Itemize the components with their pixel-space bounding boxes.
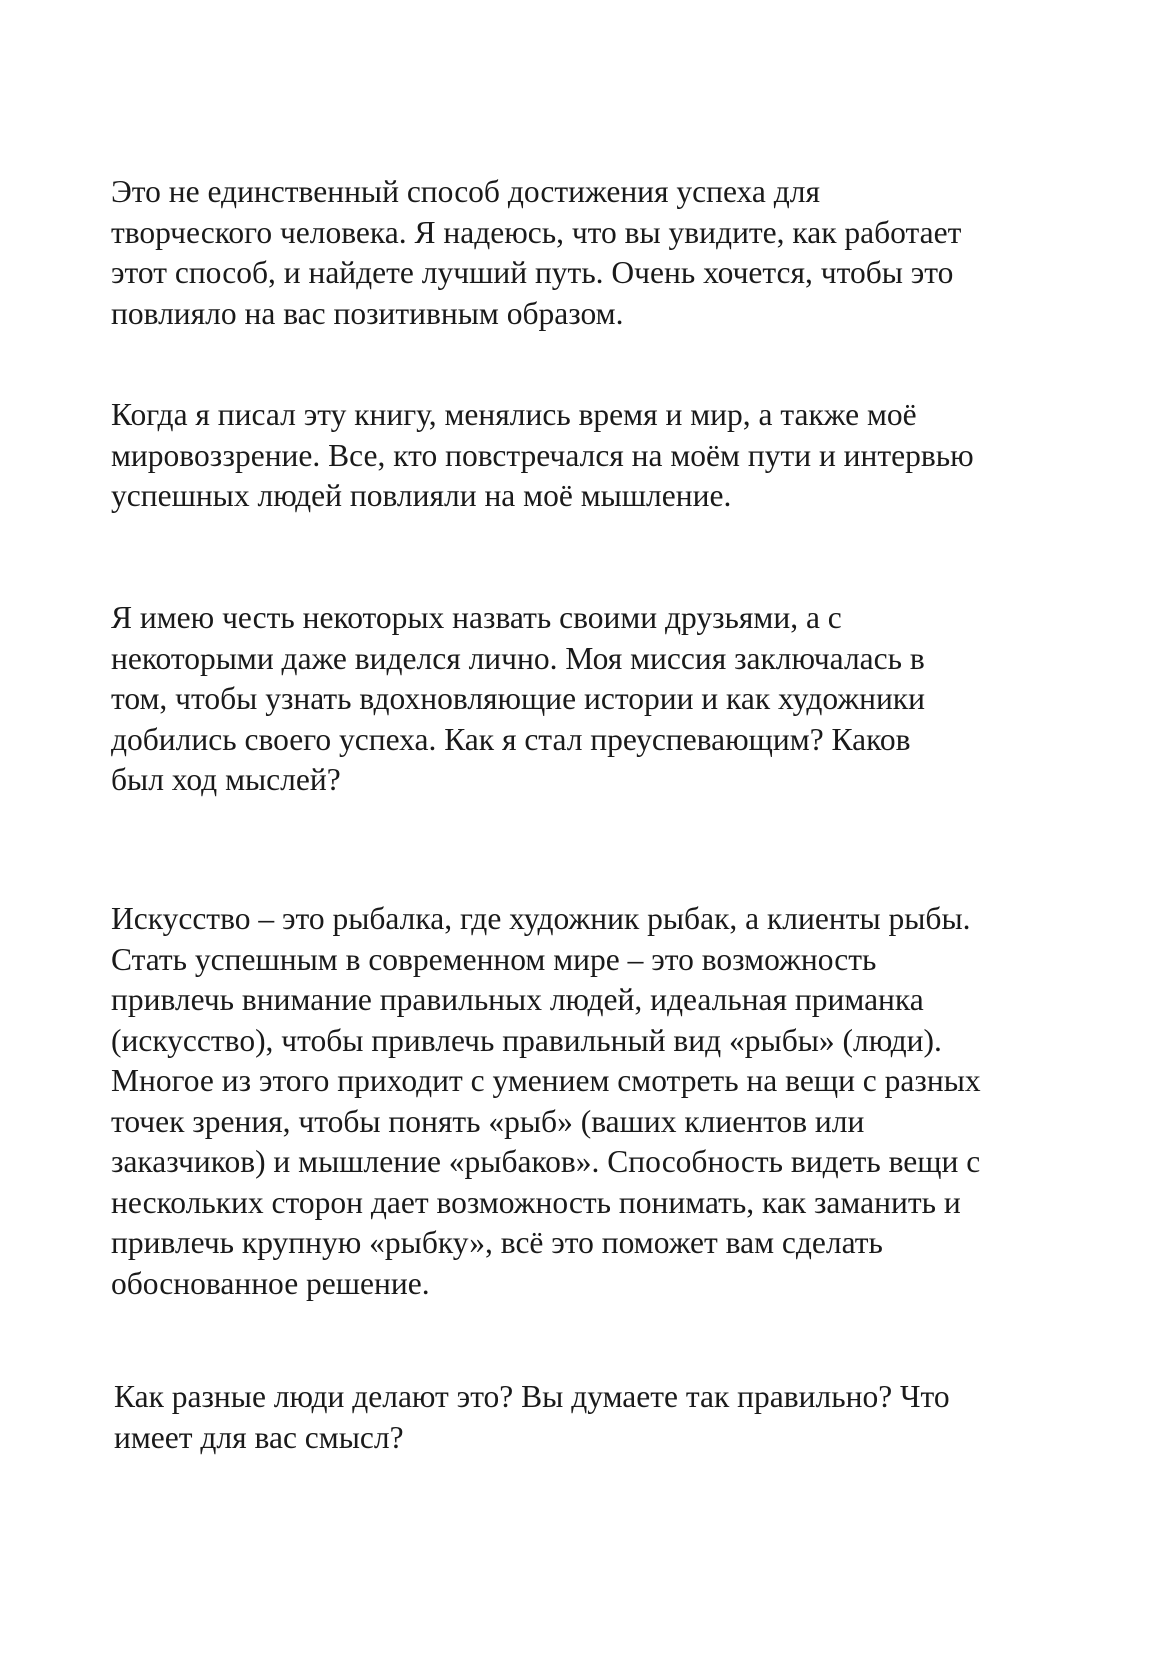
paragraph-line: привлечь крупную «рыбку», всё это поможет вам сделать — [111, 1225, 883, 1260]
paragraph-5 — [114, 1377, 950, 1458]
paragraph-line: Когда я писал эту книгу, менялись время и мир, а также моё — [111, 397, 917, 432]
paragraph-line: Как разные люди делают это? Вы думаете так правильно? Что — [114, 1379, 950, 1414]
paragraph-line: точек зрения, чтобы понять «рыб» (ваших клиентов или — [111, 1103, 865, 1139]
paragraph-2 — [111, 395, 974, 517]
paragraph-line: Я имею честь некоторых назвать своими друзьями, а с — [111, 600, 842, 635]
paragraph-line: Стать успешным в современном мире – это возможность — [111, 941, 877, 977]
paragraph-line: заказчиков) и мышление «рыбаков». Способность видеть вещи с — [111, 1144, 981, 1179]
paragraph-line: повлияло на вас позитивным образом. — [111, 295, 624, 331]
paragraph-1 — [111, 172, 961, 334]
paragraph-line: нескольких сторон дает возможность понимать, как заманить и — [111, 1184, 961, 1220]
paragraph-line: привлечь внимание правильных людей, идеальная приманка — [111, 982, 924, 1017]
paragraph-line: этот способ, и найдете лучший путь. Очень хочется, чтобы это — [111, 255, 954, 290]
paragraph-line: мировоззрение. Все, кто повстречался на моём пути и интервью — [111, 437, 974, 473]
paragraph-line: был ход мыслей? — [111, 762, 341, 797]
paragraph-line: Это не единственный способ достижения успеха для — [111, 174, 820, 209]
paragraph-line: творческого человека. Я надеюсь, что вы увидите, как работает — [111, 214, 962, 250]
paragraph-line: успешных людей повлияли на моё мышление. — [111, 478, 732, 513]
paragraph-line: том, чтобы узнать вдохновляющие истории и как художники — [111, 681, 925, 716]
paragraph-line: обоснованное решение. — [111, 1265, 430, 1301]
paragraph-4 — [111, 899, 981, 1304]
paragraph-line: (искусство), чтобы привлечь правильный вид «рыбы» (люди). — [111, 1022, 942, 1058]
paragraph-line: Многое из этого приходит с умением смотреть на вещи с разных — [111, 1063, 981, 1098]
paragraph-line: добились своего успеха. Как я стал преуспевающим? Каков — [111, 721, 911, 757]
paragraph-line: некоторыми даже виделся лично. Моя миссия заключалась в — [111, 640, 925, 676]
paragraph-line: имеет для вас смысл? — [114, 1419, 404, 1455]
paragraph-line: Искусство – это рыбалка, где художник рыбак, а клиенты рыбы. — [111, 901, 971, 936]
paragraph-3 — [111, 598, 925, 801]
